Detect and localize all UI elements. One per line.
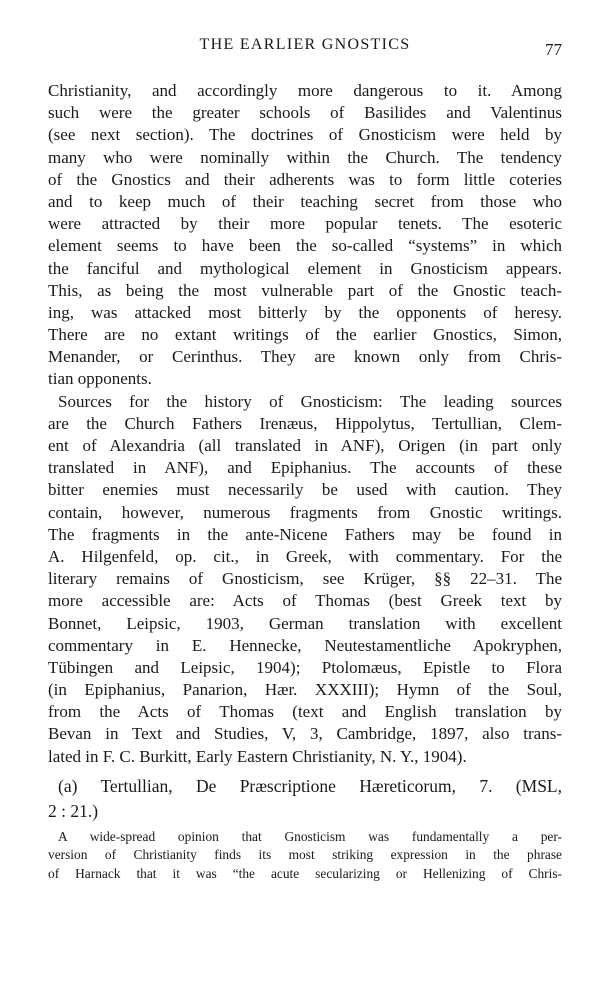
text-line: the fanciful and mythological element in Gnosticism appears. xyxy=(48,258,562,278)
text-line: Bonnet, Leipsic, 1903, German translation with excellent xyxy=(48,613,562,633)
text-line: and to keep much of their teaching secret from those who xyxy=(48,191,562,211)
heading-line: (a) Tertullian, De Præscriptione Hæreticorum, 7. (MSL, xyxy=(58,775,562,796)
text-line: There are no extant writings of the earlier Gnostics, Simon, xyxy=(48,325,562,345)
text-line: literary remains of Gnosticism, see Krüger, §§ 22–31. The xyxy=(48,569,562,589)
section-heading xyxy=(48,774,562,824)
text-line: such were the greater schools of Basilides and Valentinus xyxy=(48,103,562,123)
text-line: many who were nominally within the Church. The tendency xyxy=(48,147,562,167)
text-line: contain, however, numerous fragments from Gnostic writings. xyxy=(48,502,562,522)
text-line: are the Church Fathers Irenæus, Hippolytus, Tertullian, Clem- xyxy=(48,413,562,433)
text-line: A. Hilgenfeld, op. cit., in Greek, with commentary. For the xyxy=(48,546,562,566)
text-line: Bevan in Text and Studies, V, 3, Cambridge, 1897, also trans- xyxy=(48,724,562,744)
text-line: (see next section). The doctrines of Gnosticism were held by xyxy=(48,125,562,145)
small-text-line: of Harnack that it was “the acute secularizing or Hellenizing of Chris- xyxy=(48,865,562,881)
text-line: of the Gnostics and their adherents was to form little coteries xyxy=(48,169,562,189)
page-number: 77 xyxy=(545,40,562,59)
text-line: translated in ANF), and Epiphanius. The accounts of these xyxy=(48,458,562,478)
text-line: Menander, or Cerinthus. They are known only from Chris- xyxy=(48,347,562,367)
page-body xyxy=(48,80,562,883)
text-line: more accessible are: Acts of Thomas (best Greek text by xyxy=(48,591,562,611)
text-line: lated in F. C. Burkitt, Early Eastern Christianity, N. Y., 1904). xyxy=(48,746,467,766)
running-title: THE EARLIER GNOSTICS xyxy=(199,36,411,53)
heading-line: 2 : 21.) xyxy=(48,800,99,821)
paragraph-sources xyxy=(48,391,562,768)
text-line: ent of Alexandria (all translated in ANF), Origen (in part only xyxy=(48,436,562,455)
paragraph-gnostic-tendency xyxy=(48,80,562,391)
text-line: element seems to have been the so-called “systems” in which xyxy=(48,236,562,256)
small-text-line: version of Christianity finds its most striking expression in the phrase xyxy=(48,847,562,863)
text-line: (in Epiphanius, Panarion, Hær. XXXIII); Hymn of the Soul, xyxy=(48,680,562,700)
text-line: ing, was attacked most bitterly by the opponents of heresy. xyxy=(48,302,562,322)
text-line: from the Acts of Thomas (text and English translation by xyxy=(48,702,562,722)
text-line: commentary in E. Hennecke, Neutestamentliche Apokryphen, xyxy=(48,635,562,655)
page-header xyxy=(48,36,562,62)
text-line: Tübingen and Leipsic, 1904); Ptolomæus, Epistle to Flora xyxy=(48,657,562,677)
text-line: Sources for the history of Gnosticism: The leading sources xyxy=(58,391,562,411)
text-line: The fragments in the ante-Nicene Fathers may be found in xyxy=(48,524,562,544)
text-line: This, as being the most vulnerable part of the Gnostic teach- xyxy=(48,280,562,300)
text-line: were attracted by their more popular tenets. The esoteric xyxy=(48,214,562,234)
text-line: tian opponents. xyxy=(48,369,152,389)
text-line: Christianity, and accordingly more dangerous to it. Among xyxy=(48,81,562,100)
small-text-line: A wide-spread opinion that Gnosticism was fundamentally a per- xyxy=(58,828,562,844)
text-line: bitter enemies must necessarily be used with caution. They xyxy=(48,480,562,500)
commentary-text xyxy=(48,828,562,884)
